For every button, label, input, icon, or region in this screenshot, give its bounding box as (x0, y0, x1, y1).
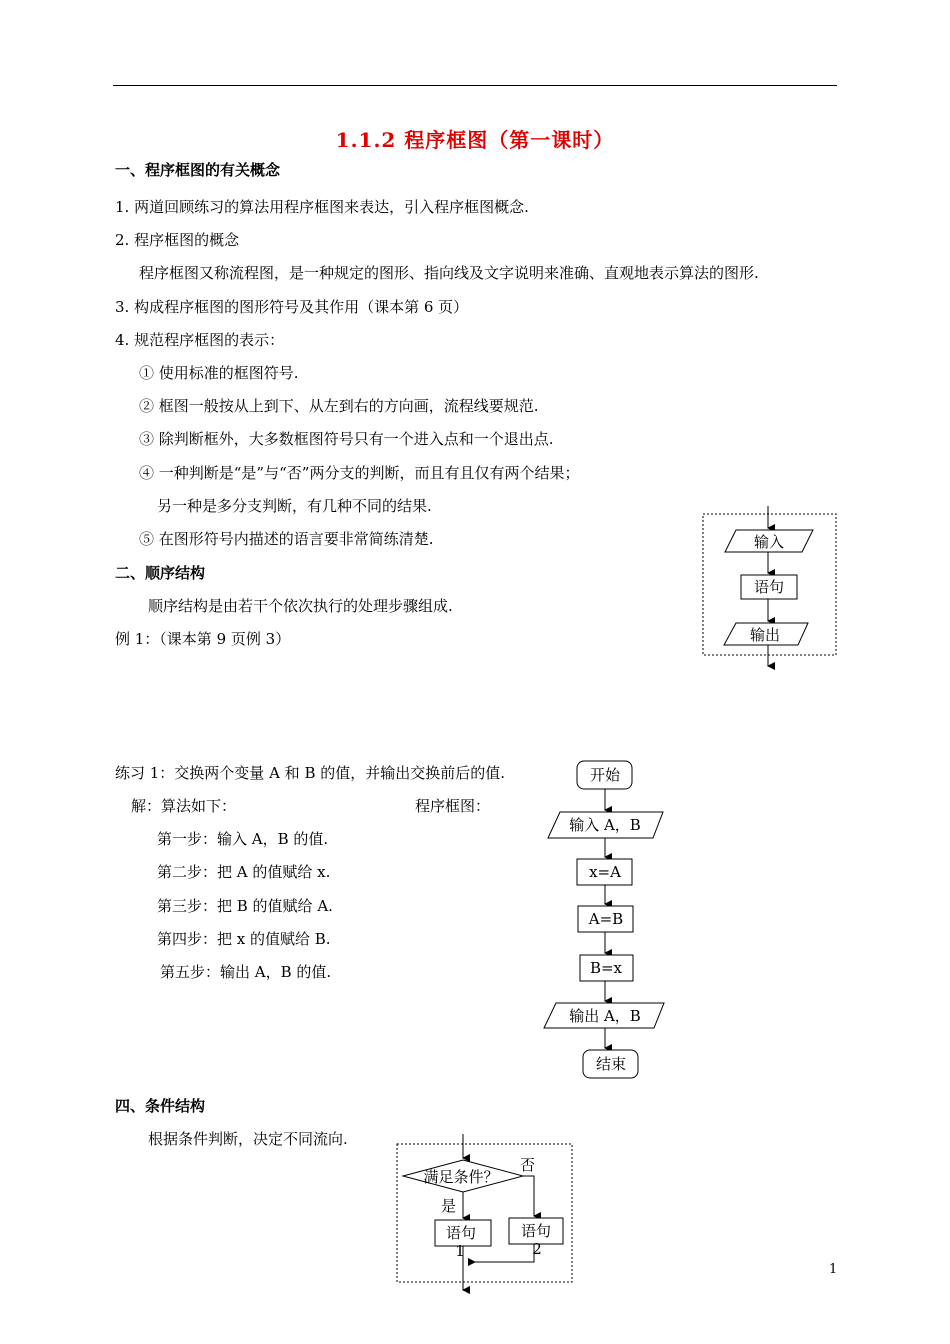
flow-output: 输出 A，B (569, 1007, 641, 1025)
section4-heading: 四、条件结构 (115, 1097, 206, 1115)
section2-heading: 二、顺序结构 (115, 564, 206, 582)
item-2: 2. 程序框图的概念 (115, 231, 240, 249)
example-1: 例 1：（课本第 9 页例 3） (115, 630, 291, 648)
cond-no-label: 否 (520, 1156, 536, 1174)
item-2-text: 程序框图又称流程图，是一种规定的图形、指向线及文字说明来准确、直观地表示算法的图形. (139, 264, 759, 282)
cond-stmt2: 语句 (520, 1222, 552, 1240)
rule-2: ② 框图一般按从上到下、从左到右的方向画，流程线要规范. (139, 397, 539, 415)
step-2: 第二步：把 A 的值赋给 x. (157, 863, 331, 881)
flowchart-label: 程序框图： (415, 797, 491, 815)
flow-s1: x=A (589, 863, 621, 881)
step-1: 第一步：输入 A，B 的值. (157, 830, 329, 848)
page-title: 1.1.2 程序框图（第一课时） (335, 128, 615, 152)
step-4: 第四步：把 x 的值赋给 B. (157, 930, 331, 948)
flow-start: 开始 (589, 766, 621, 784)
seq-statement-label: 语句 (753, 578, 785, 596)
step-3: 第三步：把 B 的值赋给 A. (157, 897, 333, 915)
section2-text: 顺序结构是由若干个依次执行的处理步骤组成. (148, 597, 453, 615)
flow-input: 输入 A，B (569, 816, 641, 834)
seq-input-label: 输入 (753, 533, 785, 551)
cond-stmt1-num: 1 (455, 1242, 465, 1260)
cond-label: 满足条件？ (423, 1168, 499, 1186)
section4-text: 根据条件判断，决定不同流向. (148, 1130, 348, 1148)
rule-3: ③ 除判断框外，大多数框图符号只有一个进入点和一个退出点. (139, 430, 554, 448)
step-5: 第五步：输出 A，B 的值. (160, 963, 332, 981)
cond-yes-label: 是 (441, 1197, 457, 1215)
cond-stmt1: 语句 (445, 1224, 477, 1242)
page-number: 1 (829, 1262, 838, 1277)
section1-heading: 一、程序框图的有关概念 (115, 161, 281, 179)
solution-label: 解：算法如下： (131, 797, 237, 815)
cond-stmt2-num: 2 (532, 1240, 542, 1258)
flow-end: 结束 (595, 1055, 627, 1073)
flow-s3: B=x (589, 959, 623, 977)
item-3: 3. 构成程序框图的图形符号及其作用（课本第 6 页） (115, 298, 469, 316)
rule-1: ① 使用标准的框图符号. (139, 364, 299, 382)
item-4: 4. 规范程序框图的表示： (115, 331, 285, 349)
exercise-1: 练习 1：交换两个变量 A 和 B 的值，并输出交换前后的值. (115, 764, 506, 782)
flow-s2: A=B (588, 910, 624, 928)
item-1: 1. 两道回顾练习的算法用程序框图来表达，引入程序框图概念. (115, 198, 529, 216)
rule-4b: 另一种是多分支判断，有几种不同的结果. (157, 497, 432, 515)
seq-output-label: 输出 (749, 626, 781, 644)
rule-5: ⑤ 在图形符号内描述的语言要非常简练清楚. (139, 530, 434, 548)
rule-4: ④ 一种判断是“是”与“否”两分支的判断，而且有且仅有两个结果； (139, 464, 580, 482)
